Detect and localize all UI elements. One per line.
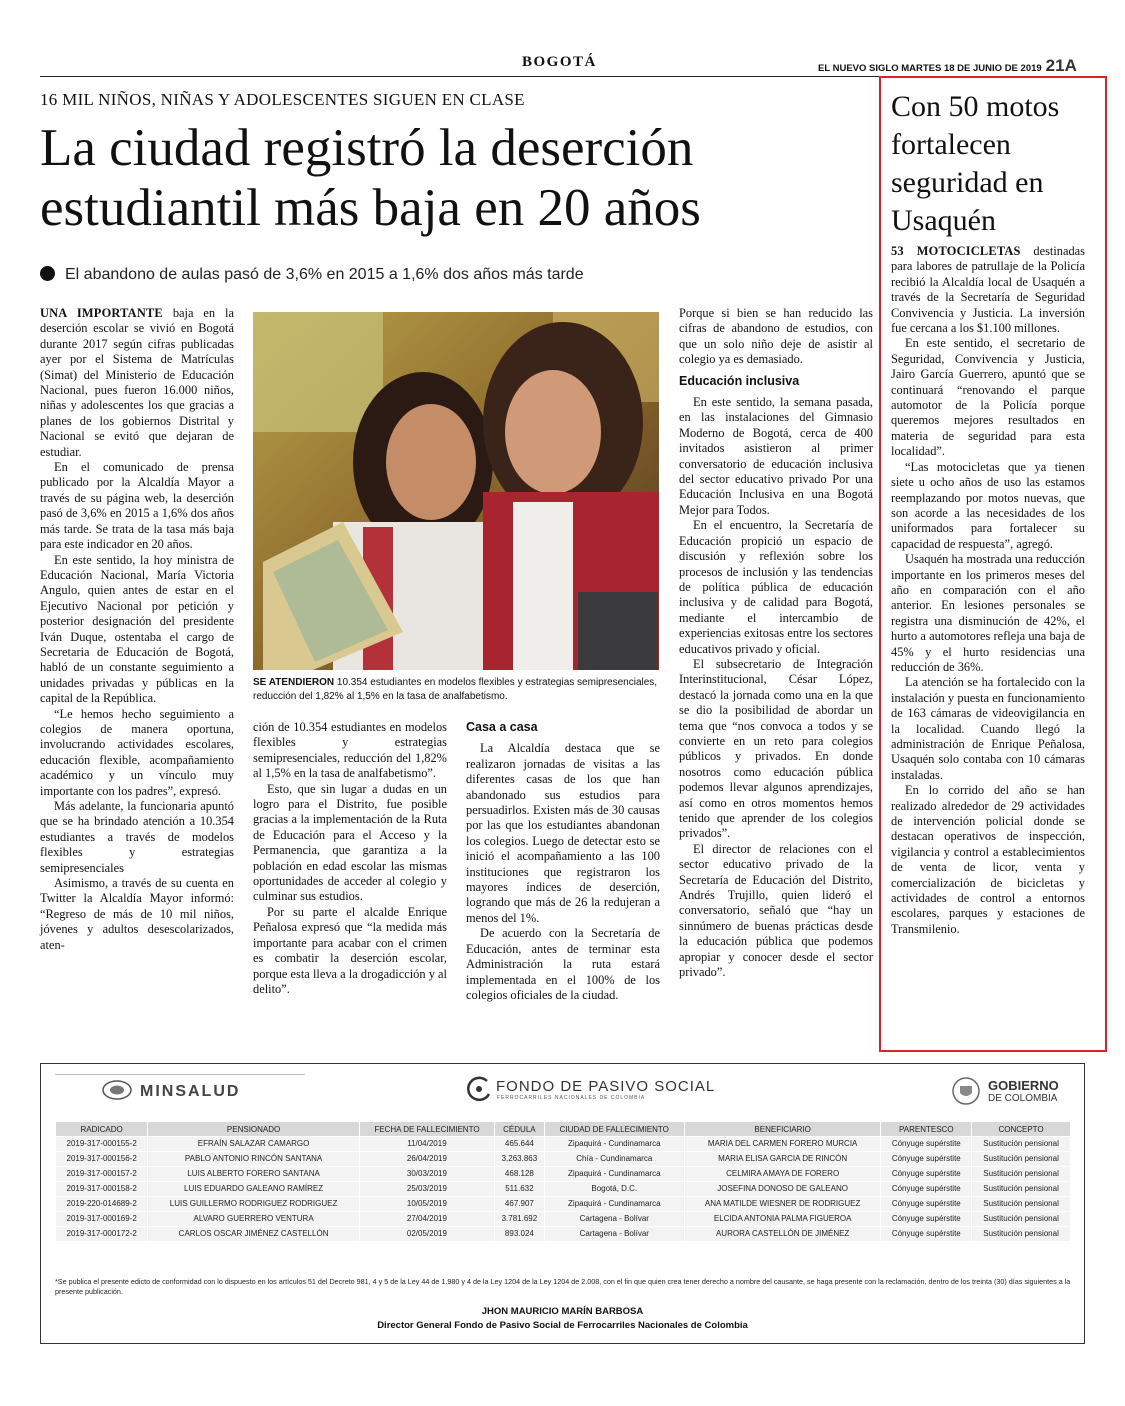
table-cell: Cónyuge supérstite xyxy=(881,1182,972,1197)
newspaper-date: EL NUEVO SIGLO MARTES 18 DE JUNIO DE 2019 xyxy=(818,63,1042,74)
table-cell: 26/04/2019 xyxy=(359,1152,494,1167)
table-cell: Sustitución pensional xyxy=(972,1212,1071,1227)
table-cell: Bogotá, D.C. xyxy=(544,1182,684,1197)
bullet-icon xyxy=(40,266,55,281)
table-cell: 2019-317-000172-2 xyxy=(56,1227,148,1242)
deck-text: El abandono de aulas pasó de 3,6% en 2015 a 1,6% dos años más tarde xyxy=(65,266,584,283)
table-cell: Sustitución pensional xyxy=(972,1182,1071,1197)
photo-caption xyxy=(253,676,659,704)
article-kicker: 16 MIL NIÑOS, NIÑAS Y ADOLESCENTES SIGUEN EN CLASE xyxy=(40,90,525,109)
paragraph: “Las motocicletas que ya tienen siete u ocho años de uso las estamos reemplazando por motos nuevas, que son acorde a las necesidades de los uniformados para fortalecer su capacidad de respuesta”, agregó. xyxy=(891,459,1085,551)
paragraph: En el comunicado de prensa publicado por la Alcaldía Mayor a través de su página web, la deserción pasó de 3,6% en 2015 a 1,6% dos años más tarde. Se trata de la tasa más baja para este indicador en 20 años. xyxy=(40,460,234,552)
table-cell: Cónyuge supérstite xyxy=(881,1167,972,1182)
table-cell: 3.263.863 xyxy=(495,1152,545,1167)
table-row xyxy=(56,1152,1071,1167)
column-header: PENSIONADO xyxy=(148,1122,360,1137)
signer-title: Director General Fondo de Pasivo Social de Ferrocarriles Nacionales de Colombia xyxy=(377,1320,748,1331)
pension-table xyxy=(55,1121,1071,1242)
minsalud-emblem-icon xyxy=(102,1080,132,1100)
signer-name: JHON MAURICIO MARÍN BARBOSA xyxy=(481,1306,644,1317)
table-cell: Cónyuge supérstite xyxy=(881,1227,972,1242)
minsalud-logo xyxy=(102,1080,132,1105)
section-name: BOGOTÁ xyxy=(522,54,597,70)
table-cell: 465.644 xyxy=(495,1137,545,1152)
paragraph: El director de relaciones con el sector educativo privado de la Secretaría de Educación del Distrito, Andrés Trujillo, quien lideró el conversatorio, señaló que “hay un sinnúmero de buenas prácticas desde la educación pública que podemos apropiar y conocer desde el sector privado”. xyxy=(679,841,873,980)
column-header: BENEFICIARIO xyxy=(684,1122,881,1137)
table-cell: ALVARO GUERRERO VENTURA xyxy=(148,1212,360,1227)
ad-divider xyxy=(55,1074,305,1075)
table-cell: 893.024 xyxy=(495,1227,545,1242)
article-column-1 xyxy=(40,306,234,953)
table-cell: 2019-220-014689-2 xyxy=(56,1197,148,1212)
sidebar-column xyxy=(891,244,1085,937)
table-cell: Cartagena - Bolívar xyxy=(544,1212,684,1227)
article-headline: La ciudad registró la deserción estudiantil más baja en 20 años xyxy=(40,119,701,237)
table-cell: 468.128 xyxy=(495,1167,545,1182)
paragraph: En el encuentro, la Secretaría de Educación propició un espacio de discusión y reflexión sobre los procesos de inclusión y las tendencias de política pública de educación inclusiva y de calidad para Bogotá, mediante el intercambio de experiencias exitosas entre los sectores educativos privado y oficial. xyxy=(679,518,873,656)
table-cell: 2019-317-000155-2 xyxy=(56,1137,148,1152)
table-cell: Zipaquirá - Cundinamarca xyxy=(544,1197,684,1212)
table-cell: CELMIRA AMAYA DE FORERO xyxy=(684,1167,881,1182)
colombia-shield-icon xyxy=(951,1076,981,1106)
table-cell: 3.781.692 xyxy=(495,1212,545,1227)
lead-in: 53 MOTOCICLETAS xyxy=(891,244,1021,258)
table-cell: LUIS ALBERTO FORERO SANTANA xyxy=(148,1167,360,1182)
legal-footnote: *Se publica el presente edicto de conformidad con lo dispuesto en los artículos 51 del Decreto 981, 4 y 5 de la Ley 44 de 1.980 y 4 de la Ley 1204 de la Ley 1204 de 2.008, con el fin que quien crea tener derecho a nombre del causante, se haga presente con la reclamación, dentro de los treinta (30) días siguientes a la presente publicación. xyxy=(55,1277,1071,1296)
table-cell: Chía - Cundinamarca xyxy=(544,1152,684,1167)
fondo-logo xyxy=(465,1076,493,1107)
paragraph: Más adelante, la funcionaria apuntó que se ha brindado atención a 10.354 estudiantes a través de modelos flexibles y estrategias semipresenciales xyxy=(40,799,234,875)
table-cell: LUIS EDUARDO GALEANO RAMÍREZ xyxy=(148,1182,360,1197)
table-cell: 511.632 xyxy=(495,1182,545,1197)
table-row xyxy=(56,1167,1071,1182)
table-row xyxy=(56,1197,1071,1212)
table-cell: Sustitución pensional xyxy=(972,1152,1071,1167)
table-cell: 2019-317-000158-2 xyxy=(56,1182,148,1197)
students-photo-illustration xyxy=(253,312,659,670)
paragraph: UNA IMPORTANTE baja en la deserción escolar se vivió en Bogotá durante 2017 según cifras publicadas ayer por el Sistema de Matrículas (Simat) del Ministerio de Educación Nacional, pues fueron 16.000 niños, niñas y adolescentes los que gracias a planes de los gobiernos Distrital y Nacional se evitó que dejaran de estudiar. xyxy=(40,306,234,459)
table-cell: 25/03/2019 xyxy=(359,1182,494,1197)
subhead: Casa a casa xyxy=(466,720,538,734)
newspaper-date-line xyxy=(818,56,1077,76)
paragraph: El subsecretario de Integración Interinstitucional, César López, destacó la jornada como una en la que se dio la posibilidad de abordar un tema que “nos convoca a todos y se convierte en un reto para colegios públicos y privados. En donde nosotros como educación pública podemos llevar algunos aprendizajes, así como en otros momentos hemos tenido que aprender de los colegios privados”. xyxy=(679,656,873,841)
table-cell: JOSEFINA DONOSO DE GALEANO xyxy=(684,1182,881,1197)
table-row xyxy=(56,1227,1071,1242)
table-cell: ELCIDA ANTONIA PALMA FIGUEROA xyxy=(684,1212,881,1227)
column-header: CÉDULA xyxy=(495,1122,545,1137)
caption-text: 10.354 estudiantes en modelos flexibles y estrategias semipresenciales, reducción del 1,82% al 1,5% en la tasa de analfabetismo. xyxy=(253,677,658,702)
table-row xyxy=(56,1182,1071,1197)
paragraph: Porque si bien se han reducido las cifras de abandono de estudios, con que un solo niño deje de asistir al colegio ya es demasiado. xyxy=(679,306,873,367)
minsalud-label: MINSALUD xyxy=(140,1083,241,1100)
table-cell: 11/04/2019 xyxy=(359,1137,494,1152)
table-cell: LUIS GUILLERMO RODRIGUEZ RODRIGUEZ xyxy=(148,1197,360,1212)
gobierno-line2: DE COLOMBIA xyxy=(988,1093,1058,1104)
table-cell: Zipaquirá - Cundinamarca xyxy=(544,1167,684,1182)
column-header: CONCEPTO xyxy=(972,1122,1071,1137)
table-cell: Cónyuge supérstite xyxy=(881,1197,972,1212)
table-cell: 10/05/2019 xyxy=(359,1197,494,1212)
sidebar-headline: Con 50 motos fortalecen seguridad en Usaquén xyxy=(891,90,1060,237)
table-cell: 30/03/2019 xyxy=(359,1167,494,1182)
paragraph: “Le hemos hecho seguimiento a colegios de manera oportuna, involucrando actividades escolares, educación flexible, acompañamiento académico y un vínculo muy importante con los padres”, expresó. xyxy=(40,706,234,798)
table-cell: Sustitución pensional xyxy=(972,1137,1071,1152)
table-cell: ANA MATILDE WIESNER DE RODRIGUEZ xyxy=(684,1197,881,1212)
caption-lead: SE ATENDIERON xyxy=(253,677,335,688)
subhead: Educación inclusiva xyxy=(679,373,800,388)
lead-in: UNA IMPORTANTE xyxy=(40,306,163,320)
paragraph: En este sentido, el secretario de Seguridad, Convivencia y Justicia, Jairo García Guerrero, apuntó que se continuará “renovando el parque automotor de la Policía porque queremos mejores resultados en materia de seguridad para esta localidad”. xyxy=(891,336,1085,459)
paragraph: ción de 10.354 estudiantes en modelos flexibles y estrategias semipresenciales, reducción del 1,82% al 1,5% en la tasa de analfabetismo”. xyxy=(253,720,447,781)
gobierno-label xyxy=(988,1079,1059,1105)
table-cell: Cónyuge supérstite xyxy=(881,1137,972,1152)
paragraph: Por su parte el alcalde Enrique Peñalosa expresó que “la medida más importante para acabar con el crimen es combatir la deserción escolar, porque esta lleva a la drogadicción y al delito”. xyxy=(253,904,447,996)
paragraph: En este sentido, la hoy ministra de Educación Nacional, María Victoria Angulo, quien antes de estar en el Ejecutivo Nacional por petición y posterior designación del presidente Iván Duque, ostentaba el cargo de Secretaria de Educación de Bogotá, habló de un constante seguimiento a unidades privadas y públicas en la capital de la República. xyxy=(40,552,234,706)
table-header-row xyxy=(56,1122,1071,1137)
column-header: CIUDAD DE FALLECIMIENTO xyxy=(544,1122,684,1137)
table-cell: Cónyuge supérstite xyxy=(881,1152,972,1167)
table-cell: 2019-317-000156-2 xyxy=(56,1152,148,1167)
table-cell: 27/04/2019 xyxy=(359,1212,494,1227)
paragraph: En este sentido, la semana pasada, en las instalaciones del Gimnasio Moderno de Bogotá, cerca de 400 invitados asistieron al primer conversatorio de educación inclusiva del sector educativo privado Por una Educación Inclusiva en una Bogotá Mejor para Todos. xyxy=(679,395,873,517)
table-cell: 02/05/2019 xyxy=(359,1227,494,1242)
gobierno-line1: GOBIERNO xyxy=(988,1078,1059,1093)
paragraph: Esto, que sin lugar a dudas en un logro para el Distrito, fue posible gracias a la implementación de la Ruta de Educación para el Acceso y la Permanencia, que garantiza a la población en edad escolar las mismas oportunidades de acceder al colegio y culminar sus estudios. xyxy=(253,781,447,904)
article-photo xyxy=(253,312,659,670)
table-cell: EFRAÍN SALAZAR CAMARGO xyxy=(148,1137,360,1152)
article-column-3 xyxy=(466,714,660,1003)
table-cell: 2019-317-000169-2 xyxy=(56,1212,148,1227)
paragraph: 53 MOTOCICLETAS destinadas para labores de patrullaje de la Policía recibió la Alcaldía local de Usaquén a través de la Secretaría de Seguridad Convivencia y Justicia. La inversión fue cercana a los $1.100 millones. xyxy=(891,244,1085,336)
gobierno-logo xyxy=(951,1076,981,1111)
table-row xyxy=(56,1212,1071,1227)
article-column-4 xyxy=(679,306,873,980)
fondo-name: FONDO DE PASIVO SOCIAL xyxy=(496,1078,716,1095)
table-cell: 2019-317-000157-2 xyxy=(56,1167,148,1182)
page-number: 21A xyxy=(1045,56,1077,75)
fondo-emblem-icon xyxy=(465,1076,493,1102)
paragraph: Asimismo, a través de su cuenta en Twitter la Alcaldía Mayor informó: “Regreso de más de 10 mil niños, jóvenes y adultos desescolarizados, aten- xyxy=(40,876,234,952)
table-cell: CARLOS OSCAR JIMÉNEZ CASTELLÓN xyxy=(148,1227,360,1242)
table-body xyxy=(56,1137,1071,1242)
table-cell: 467.907 xyxy=(495,1197,545,1212)
paragraph: En lo corrido del año se han realizado alrededor de 29 actividades de intervención policial donde se destacan operativos de inspección, vigilancia y control a establecimientos de venta de licor, venta y comercialización de bicicletas y actividades de control a entornos escolares, parques y estaciones de Transmilenio. xyxy=(891,783,1085,936)
fondo-subtitle: FERROCARRILES NACIONALES DE COLOMBIA xyxy=(497,1095,646,1101)
table-cell: Sustitución pensional xyxy=(972,1197,1071,1212)
paragraph: Usaquén ha mostrada una reducción importante en los primeros meses del año en comparación con el año anterior. En lesiones personales se registra una disminución de 42%, el hurto a automotores refleja una baja de 45% y el hurto residencias una reducción de 36%. xyxy=(891,552,1085,674)
paragraph: De acuerdo con la Secretaría de Educación, antes de terminar esta Administración la ruta estará implementada en el 100% de los colegios oficiales de la ciudad. xyxy=(466,926,660,1002)
paragraph: La Alcaldía destaca que se realizaron jornadas de visitas a las diferentes casas de los que han abandonado sus estudios para persuadirlos. Existen más de 30 causas por las que los estudiantes abandonan los colegios. Luego de detectar esto se inició el acompañamiento a las 100 instituciones que registraron los mayores índices de deserción, logrando que más de 26 la redujeran a menos del 1%. xyxy=(466,741,660,925)
paragraph: La atención se ha fortalecido con la instalación y puesta en funcionamiento de 163 cámaras de videovigilancia en la localidad. Cuando llegó la administración de Enrique Peñalosa, Usaquén solo contaba con 10 cámaras instaladas. xyxy=(891,675,1085,782)
table-row xyxy=(56,1137,1071,1152)
column-header: FECHA DE FALLECIMIENTO xyxy=(359,1122,494,1137)
table-cell: MARIA ELISA GARCIA DE RINCÓN xyxy=(684,1152,881,1167)
article-deck xyxy=(40,266,584,284)
table-cell: Sustitución pensional xyxy=(972,1227,1071,1242)
column-header: RADICADO xyxy=(56,1122,148,1137)
table-cell: Cartagena - Bolívar xyxy=(544,1227,684,1242)
article-column-2 xyxy=(253,720,447,997)
table-cell: Sustitución pensional xyxy=(972,1167,1071,1182)
table-cell: Zipaquirá - Cundinamarca xyxy=(544,1137,684,1152)
table-cell: PABLO ANTONIO RINCÓN SANTANA xyxy=(148,1152,360,1167)
column-header: PARENTESCO xyxy=(881,1122,972,1137)
table-cell: Cónyuge supérstite xyxy=(881,1212,972,1227)
table-cell: MARIA DEL CARMEN FORERO MURCIA xyxy=(684,1137,881,1152)
table-cell: AURORA CASTELLÓN DE JIMÉNEZ xyxy=(684,1227,881,1242)
